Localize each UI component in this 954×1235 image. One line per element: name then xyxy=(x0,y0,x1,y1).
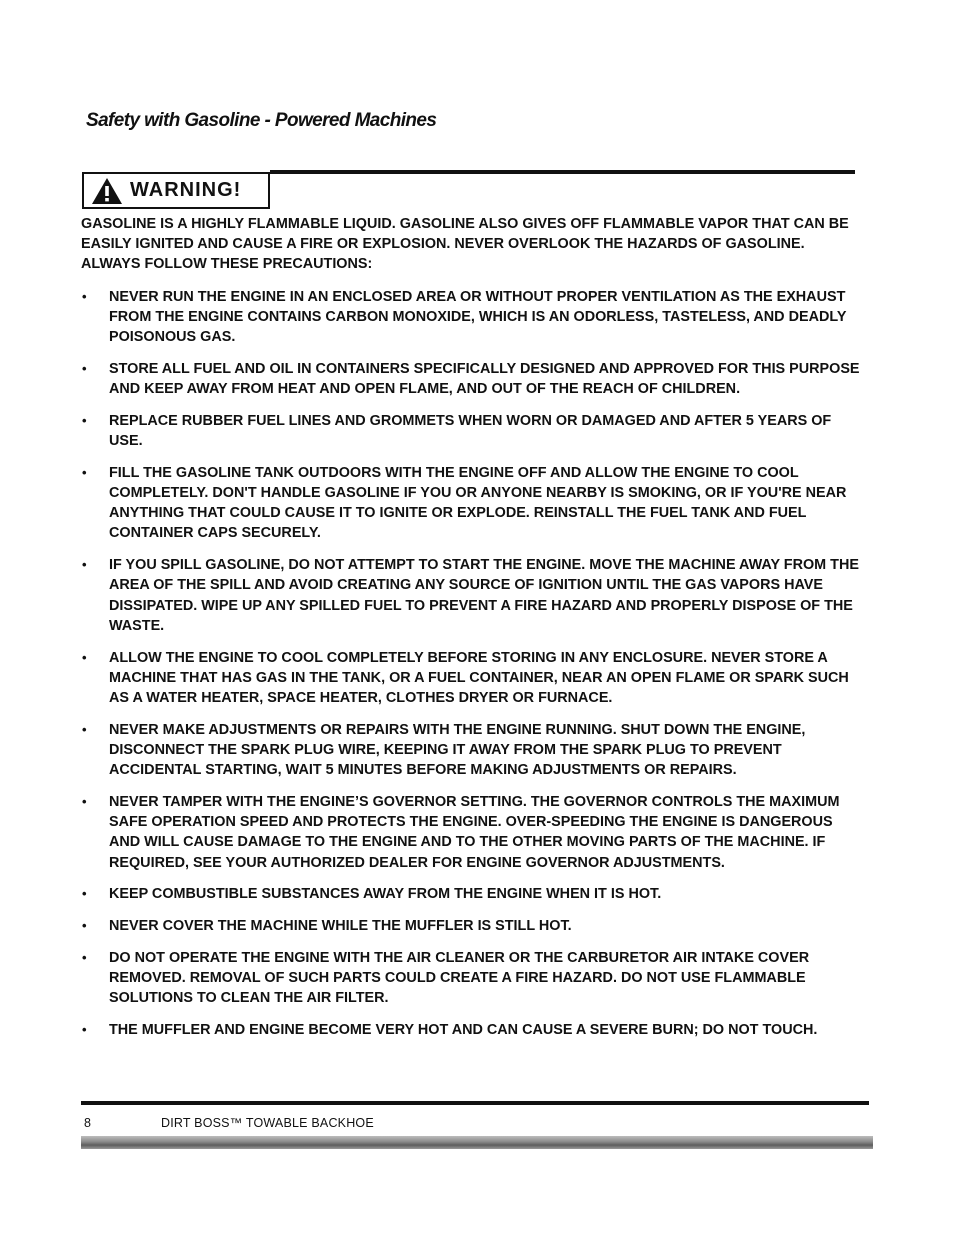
intro-paragraph: GASOLINE IS A HIGHLY FLAMMABLE LIQUID. GASOLINE ALSO GIVES OFF FLAMMABLE VAPOR THAT CAN BE EASILY IGNITED AND CAUSE A FIRE OR EXPLOSION. NEVER OVERLOOK THE HAZARDS OF GASOLINE. ALWAYS FOLLOW THESE PRECAUTIONS: xyxy=(81,216,849,273)
bullet-icon: • xyxy=(82,950,87,966)
list-item xyxy=(81,948,866,1009)
precautions-list xyxy=(81,287,866,1041)
list-item-text: ALLOW THE ENGINE TO COOL COMPLETELY BEFORE STORING IN ANY ENCLOSURE. NEVER STORE A MACHINE THAT HAS GAS IN THE TANK, OR A FUEL CONTAINER, NEAR AN OPEN FLAME OR SPARK SUCH AS A WATER HEATER, SPACE HEATER, CLOTHES DRYER OR FURNACE. xyxy=(109,649,849,707)
list-item xyxy=(81,792,866,873)
list-item-text: STORE ALL FUEL AND OIL IN CONTAINERS SPECIFICALLY DESIGNED AND APPROVED FOR THIS PURPOSE AND KEEP AWAY FROM HEAT AND OPEN FLAME, AND OUT OF THE REACH OF CHILDREN. xyxy=(109,360,860,398)
list-item xyxy=(81,884,866,904)
list-item xyxy=(81,1020,866,1040)
list-item xyxy=(81,411,866,451)
list-item-text: THE MUFFLER AND ENGINE BECOME VERY HOT AND CAN CAUSE A SEVERE BURN; DO NOT TOUCH. xyxy=(109,1022,818,1039)
bullet-icon: • xyxy=(82,886,87,902)
list-item-text: NEVER COVER THE MACHINE WHILE THE MUFFLER IS STILL HOT. xyxy=(109,918,572,935)
bullet-icon: • xyxy=(82,464,87,480)
list-item xyxy=(81,648,866,709)
list-item xyxy=(81,359,866,399)
list-item xyxy=(81,287,866,348)
section-title: Safety with Gasoline - Powered Machines xyxy=(86,110,437,131)
list-item xyxy=(81,916,866,936)
list-item-text: DO NOT OPERATE THE ENGINE WITH THE AIR CLEANER OR THE CARBURETOR AIR INTAKE COVER REMOVED. REMOVAL OF SUCH PARTS COULD CREATE A FIRE HAZARD. DO NOT USE FLAMMABLE SOLUTIONS TO CLEAN THE AIR FILTER. xyxy=(109,950,810,1007)
list-item-text: KEEP COMBUSTIBLE SUBSTANCES AWAY FROM THE ENGINE WHEN IT IS HOT. xyxy=(109,886,662,903)
bullet-icon: • xyxy=(82,721,87,737)
bullet-icon: • xyxy=(82,918,87,934)
bullet-icon: • xyxy=(82,412,87,428)
warning-label-box xyxy=(82,172,270,209)
list-item xyxy=(81,720,866,781)
footer-gradient-bar xyxy=(81,1136,873,1149)
warning-content xyxy=(81,214,866,1052)
list-item-text: NEVER TAMPER WITH THE ENGINE’S GOVERNOR SETTING. THE GOVERNOR CONTROLS THE MAXIMUM SAFE OPERATION SPEED AND PROTECTS THE ENGINE. OVER-SPEEDING THE ENGINE IS DANGEROUS AND WILL CAUSE DAMAGE TO THE ENGINE AND TO THE OTHER MOVING PARTS OF THE MACHINE. IF REQUIRED, SEE YOUR AUTHORIZED DEALER FOR ENGINE GOVERNOR ADJUSTMENTS. xyxy=(109,794,840,871)
list-item xyxy=(81,463,866,544)
list-item xyxy=(81,555,866,636)
warning-header-rule xyxy=(270,170,855,174)
footer-title: DIRT BOSS™ TOWABLE BACKHOE xyxy=(161,1116,374,1130)
bullet-icon: • xyxy=(82,288,87,304)
bullet-icon: • xyxy=(82,557,87,573)
list-item-text: IF YOU SPILL GASOLINE, DO NOT ATTEMPT TO START THE ENGINE. MOVE THE MACHINE AWAY FROM THE AREA OF THE SPILL AND AVOID CREATING ANY SOURCE OF IGNITION UNTIL THE GAS VAPORS HAVE DISSIPATED. WIPE UP ANY SPILLED FUEL TO PREVENT A FIRE HAZARD AND PROPERLY DISPOSE OF THE WASTE. xyxy=(109,557,859,634)
bullet-icon: • xyxy=(82,1022,87,1038)
warning-triangle-icon xyxy=(84,174,130,207)
warning-label: WARNING! xyxy=(130,179,242,201)
list-item-text: REPLACE RUBBER FUEL LINES AND GROMMETS WHEN WORN OR DAMAGED AND AFTER 5 YEARS OF USE. xyxy=(109,412,832,450)
list-item-text: NEVER RUN THE ENGINE IN AN ENCLOSED AREA OR WITHOUT PROPER VENTILATION AS THE EXHAUST FROM THE ENGINE CONTAINS CARBON MONOXIDE, WHICH IS AN ODORLESS, TASTELESS, AND DEADLY POISONOUS GAS. xyxy=(109,288,847,346)
bullet-icon: • xyxy=(82,794,87,810)
list-item-text: NEVER MAKE ADJUSTMENTS OR REPAIRS WITH THE ENGINE RUNNING. SHUT DOWN THE ENGINE, DISCONNECT THE SPARK PLUG WIRE, KEEPING IT AWAY FROM THE SPARK PLUG TO PREVENT ACCIDENTAL STARTING, WAIT 5 MINUTES BEFORE MAKING ADJUSTMENTS OR REPAIRS. xyxy=(109,721,806,779)
bullet-icon: • xyxy=(82,360,87,376)
bullet-icon: • xyxy=(82,649,87,665)
list-item-text: FILL THE GASOLINE TANK OUTDOORS WITH THE ENGINE OFF AND ALLOW THE ENGINE TO COOL COMPLETELY. DON'T HANDLE GASOLINE IF YOU OR ANYONE NEARBY IS SMOKING, OR IF YOU'RE NEAR ANYTHING THAT COULD CAUSE IT TO IGNITE OR EXPLODE. REINSTALL THE FUEL TANK AND FUEL CONTAINER CAPS SECURELY. xyxy=(109,464,847,542)
footer-rule xyxy=(81,1101,869,1105)
page-number: 8 xyxy=(84,1116,91,1130)
